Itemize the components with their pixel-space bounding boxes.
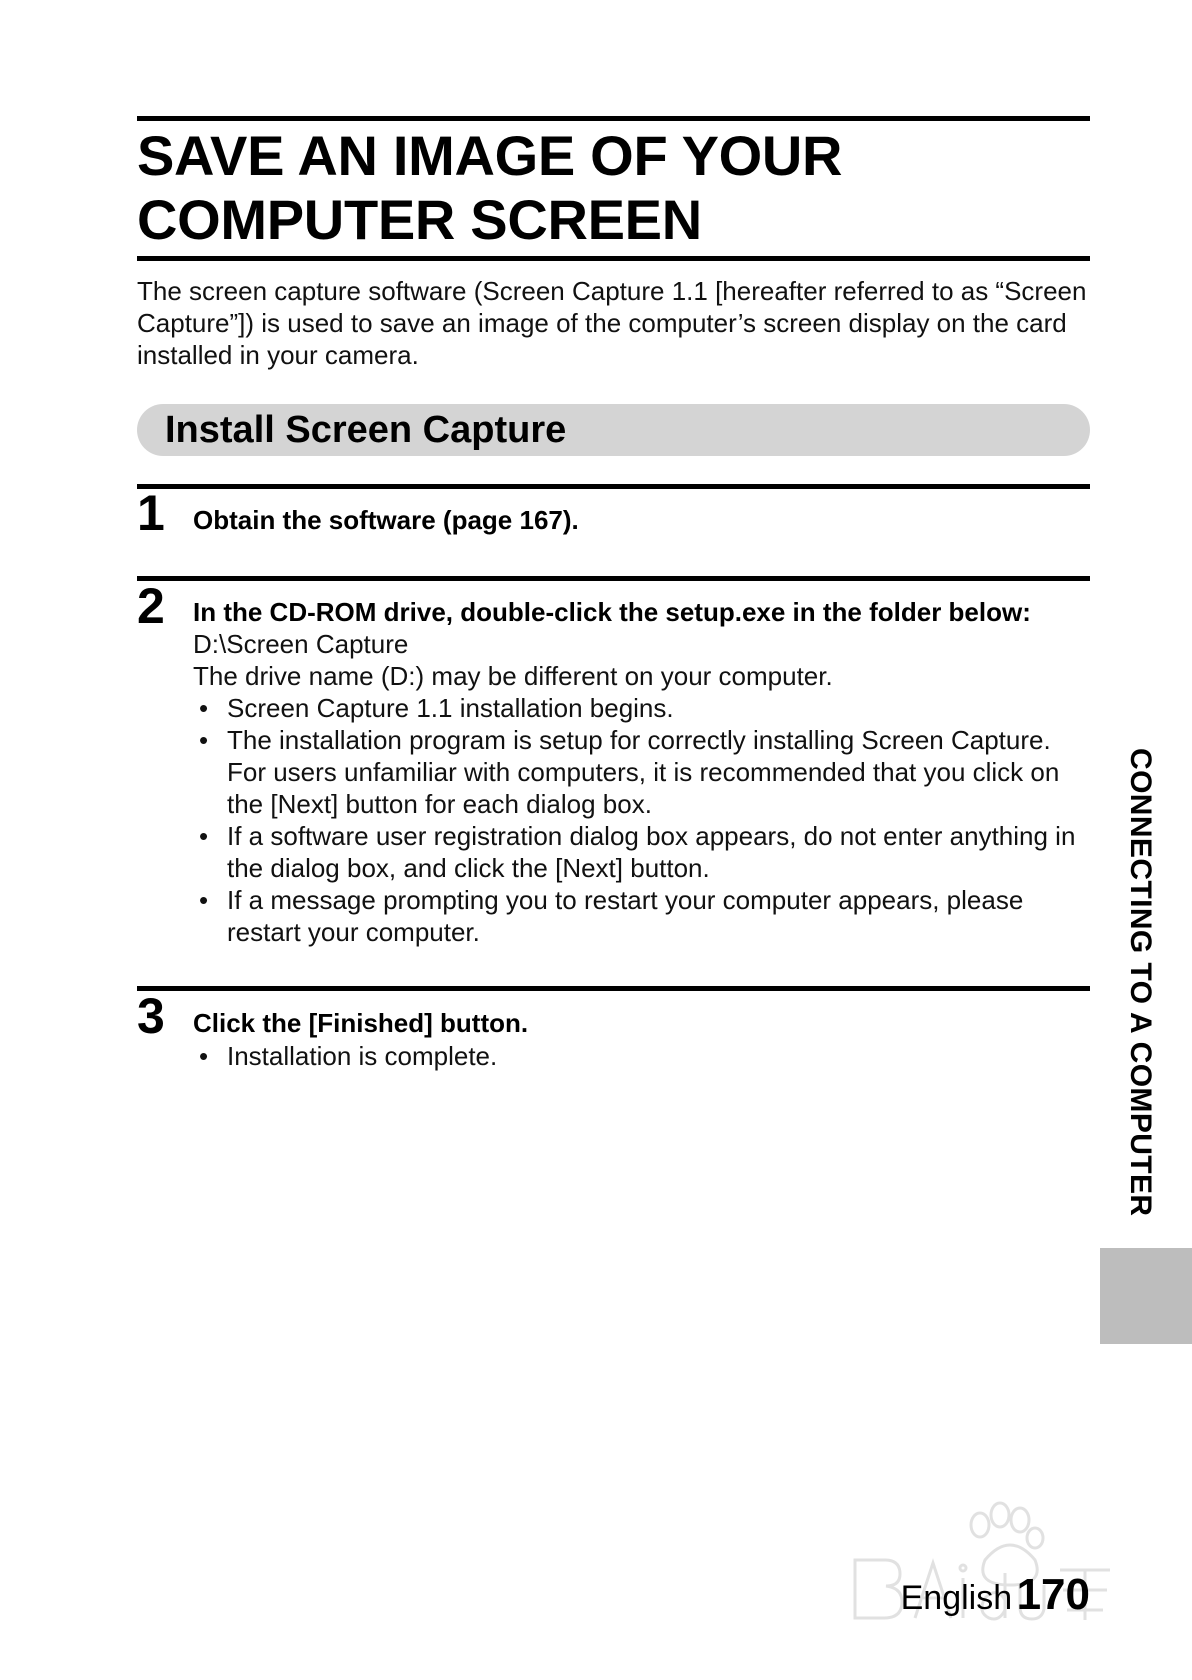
step-2-folder-path: D:\Screen Capture xyxy=(193,629,409,659)
step-2-heading: In the CD-ROM drive, double-click the setup.exe in the folder below: xyxy=(193,597,1031,627)
step-1-rule xyxy=(137,484,1090,489)
step-2-bullet-list xyxy=(193,692,1093,948)
bullet-icon: • xyxy=(199,693,209,723)
title-top-rule xyxy=(137,116,1090,121)
bullet-icon: • xyxy=(199,725,209,755)
step-2-drive-note: The drive name (D:) may be different on your computer. xyxy=(193,661,833,691)
list-item xyxy=(193,884,1093,948)
section-title: Install Screen Capture xyxy=(165,409,567,451)
page-title-line1: SAVE AN IMAGE OF YOUR xyxy=(137,124,843,187)
step-2-number: 2 xyxy=(137,578,165,634)
title-bottom-rule xyxy=(137,256,1090,261)
bullet-icon: • xyxy=(199,1041,209,1071)
step-3-heading: Click the [Finished] button. xyxy=(193,1008,529,1038)
list-item-text: Installation is complete. xyxy=(227,1041,498,1071)
section-header xyxy=(137,404,1090,456)
list-item-text: If a message prompting you to restart your computer appears, please restart your computer. xyxy=(227,885,1024,947)
list-item-text: Screen Capture 1.1 installation begins. xyxy=(227,693,674,723)
page-title xyxy=(137,124,1090,252)
step-1-heading: Obtain the software (page 167). xyxy=(193,505,579,535)
step-3-rule xyxy=(137,986,1090,991)
list-item xyxy=(193,1040,1093,1072)
step-2-rule xyxy=(137,576,1090,581)
list-item-text: The installation program is setup for correctly installing Screen Capture. For users unfamiliar with computers, it is recommended that you click on the [Next] button for each dialog box. xyxy=(227,725,1060,819)
step-3-number: 3 xyxy=(137,988,165,1044)
step-3-bullet-list xyxy=(193,1040,1093,1072)
footer-language: English xyxy=(900,1579,1013,1617)
page-number: 170 xyxy=(1016,1570,1090,1619)
page-title-line2: COMPUTER SCREEN xyxy=(137,188,702,251)
chapter-tab-label: CONNECTING TO A COMPUTER xyxy=(1124,748,1157,1217)
page-footer xyxy=(901,1570,1090,1620)
intro-paragraph: The screen capture software (Screen Capture 1.1 [hereafter referred to as “Screen Capture”]) is used to save an image of the computer’s screen display on the card installed in your camera. xyxy=(137,276,1087,370)
chapter-tab-marker xyxy=(1100,1248,1192,1344)
list-item-text: If a software user registration dialog box appears, do not enter anything in the dialog box, and click the [Next] button. xyxy=(227,821,1076,883)
bullet-icon: • xyxy=(199,885,209,915)
list-item xyxy=(193,724,1093,820)
list-item xyxy=(193,820,1093,884)
list-item xyxy=(193,692,1093,724)
bullet-icon: • xyxy=(199,821,209,851)
step-1-number: 1 xyxy=(137,485,165,541)
